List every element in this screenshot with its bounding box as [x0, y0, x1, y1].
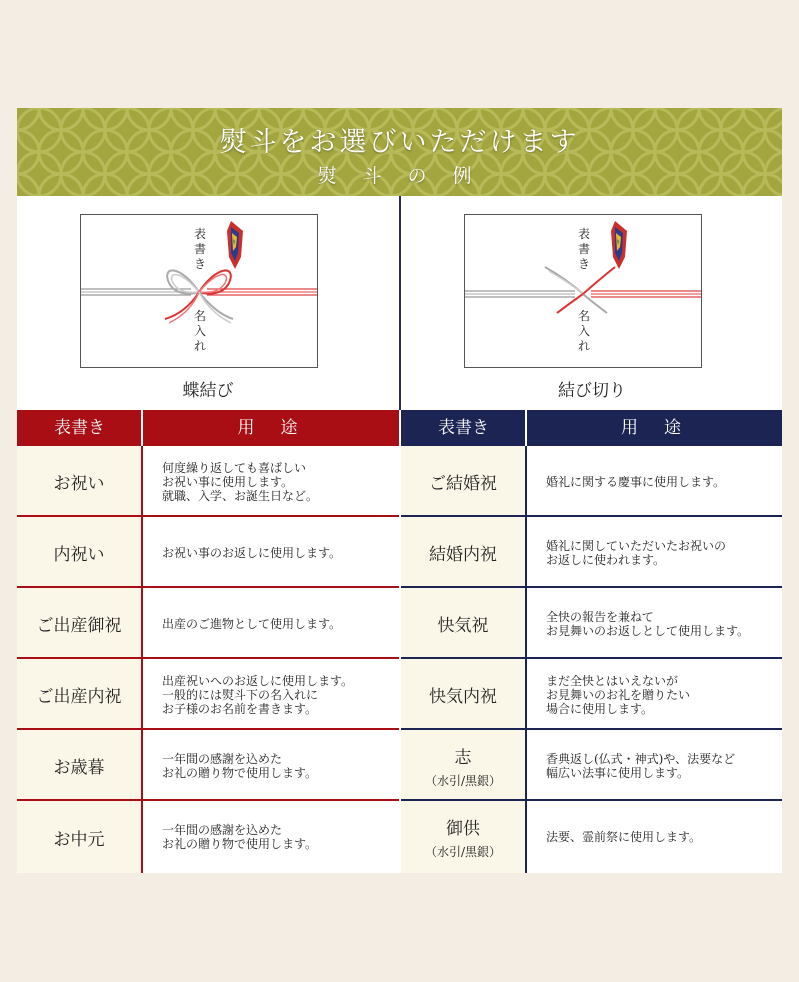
- table-row: [17, 446, 399, 517]
- row-name: 志 （水引/黒銀）: [401, 730, 525, 801]
- row-desc: 香典返し(仏式・神式)や、法要など 幅広い法事に使用します。: [546, 751, 736, 780]
- table-row: [17, 659, 399, 730]
- row-name: ご結婚祝: [401, 446, 525, 517]
- row-desc: まだ全快とはいえないが お見舞いのお礼を贈りたい 場合に使用します。: [546, 673, 691, 716]
- table-row: [17, 517, 399, 588]
- table-header-right: [401, 410, 782, 446]
- row-desc: 一年間の感謝を込めた お礼の贈り物で使用します。: [162, 823, 318, 851]
- row-note: （水引/黒銀）: [424, 773, 502, 788]
- page-title: 熨斗をお選びいただけます: [219, 127, 580, 158]
- row-name: 御供 （水引/黒銀）: [401, 801, 525, 873]
- omote-label: 表 書 き: [577, 227, 590, 271]
- row-desc: 法要、霊前祭に使用します。: [546, 830, 702, 844]
- omote-label: 表 書 き: [193, 227, 206, 271]
- table-right: [401, 446, 782, 873]
- row-name: 内祝い: [17, 517, 141, 588]
- table-row: [17, 588, 399, 659]
- col-header-youto: 用途: [621, 418, 707, 438]
- example-chouchou: [17, 196, 399, 410]
- col-header-omotegaki: 表書き: [438, 418, 489, 438]
- row-name: 快気内祝: [401, 659, 525, 730]
- row-desc: 婚礼に関する慶事に使用します。: [546, 474, 726, 489]
- na-label: 名 入 れ: [577, 309, 590, 353]
- table-row: [17, 801, 399, 873]
- row-desc: 出産のご進物として使用します。: [162, 616, 342, 631]
- row-name: お歳暮: [17, 730, 141, 801]
- row-note: （水引/黒銀）: [424, 845, 502, 859]
- noshi-ornament-icon: [227, 221, 243, 269]
- row-desc: 一年間の感謝を込めた お礼の贈り物で使用します。: [162, 751, 318, 780]
- row-name: ご出産御祝: [17, 588, 141, 659]
- table-header-left: [17, 410, 399, 446]
- example-label-tied: 結び切り: [558, 381, 626, 401]
- examples-divider: [399, 196, 401, 410]
- table-row: [401, 517, 782, 588]
- table-left: [17, 446, 399, 873]
- row-desc: 全快の報告を兼ねて お見舞いのお返しとして使用します。: [546, 609, 750, 638]
- row-name: お中元: [17, 801, 141, 873]
- row-desc: 出産祝いへのお返しに使用します。 一般的には熨斗下の名入れに お子様のお名前を書きます。: [162, 673, 354, 716]
- row-name: お祝い: [17, 446, 141, 517]
- header-banner: [17, 108, 782, 196]
- table-row: [401, 588, 782, 659]
- noshi-card-tied: [464, 214, 702, 368]
- table-row: [401, 659, 782, 730]
- table-row: [401, 446, 782, 517]
- noshi-ornament-icon: [611, 221, 627, 269]
- page-subtitle: 熨 斗 の 例: [317, 165, 482, 187]
- table-row: [17, 730, 399, 801]
- row-desc: お祝い事のお返しに使用します。: [162, 545, 342, 560]
- table-row: [401, 730, 782, 801]
- col-header-omotegaki: 表書き: [54, 418, 105, 438]
- col-header-youto: 用途: [237, 418, 324, 438]
- row-name: 快気祝: [401, 588, 525, 659]
- row-name: 結婚内祝: [401, 517, 525, 588]
- table-row: [401, 801, 782, 873]
- na-label: 名 入 れ: [193, 309, 206, 353]
- row-desc: 婚礼に関していただいたお祝いの お返しに使われます。: [546, 538, 727, 567]
- row-desc: 何度繰り返しても喜ばしい お祝い事に使用します。 就職、入学、お誕生日など。: [162, 460, 319, 503]
- noshi-guide-panel: [17, 108, 782, 873]
- noshi-card-bow: [80, 214, 318, 368]
- example-musubikiri: [401, 196, 783, 410]
- example-label-bow: 蝶結び: [182, 381, 234, 401]
- row-name: ご出産内祝: [17, 659, 141, 730]
